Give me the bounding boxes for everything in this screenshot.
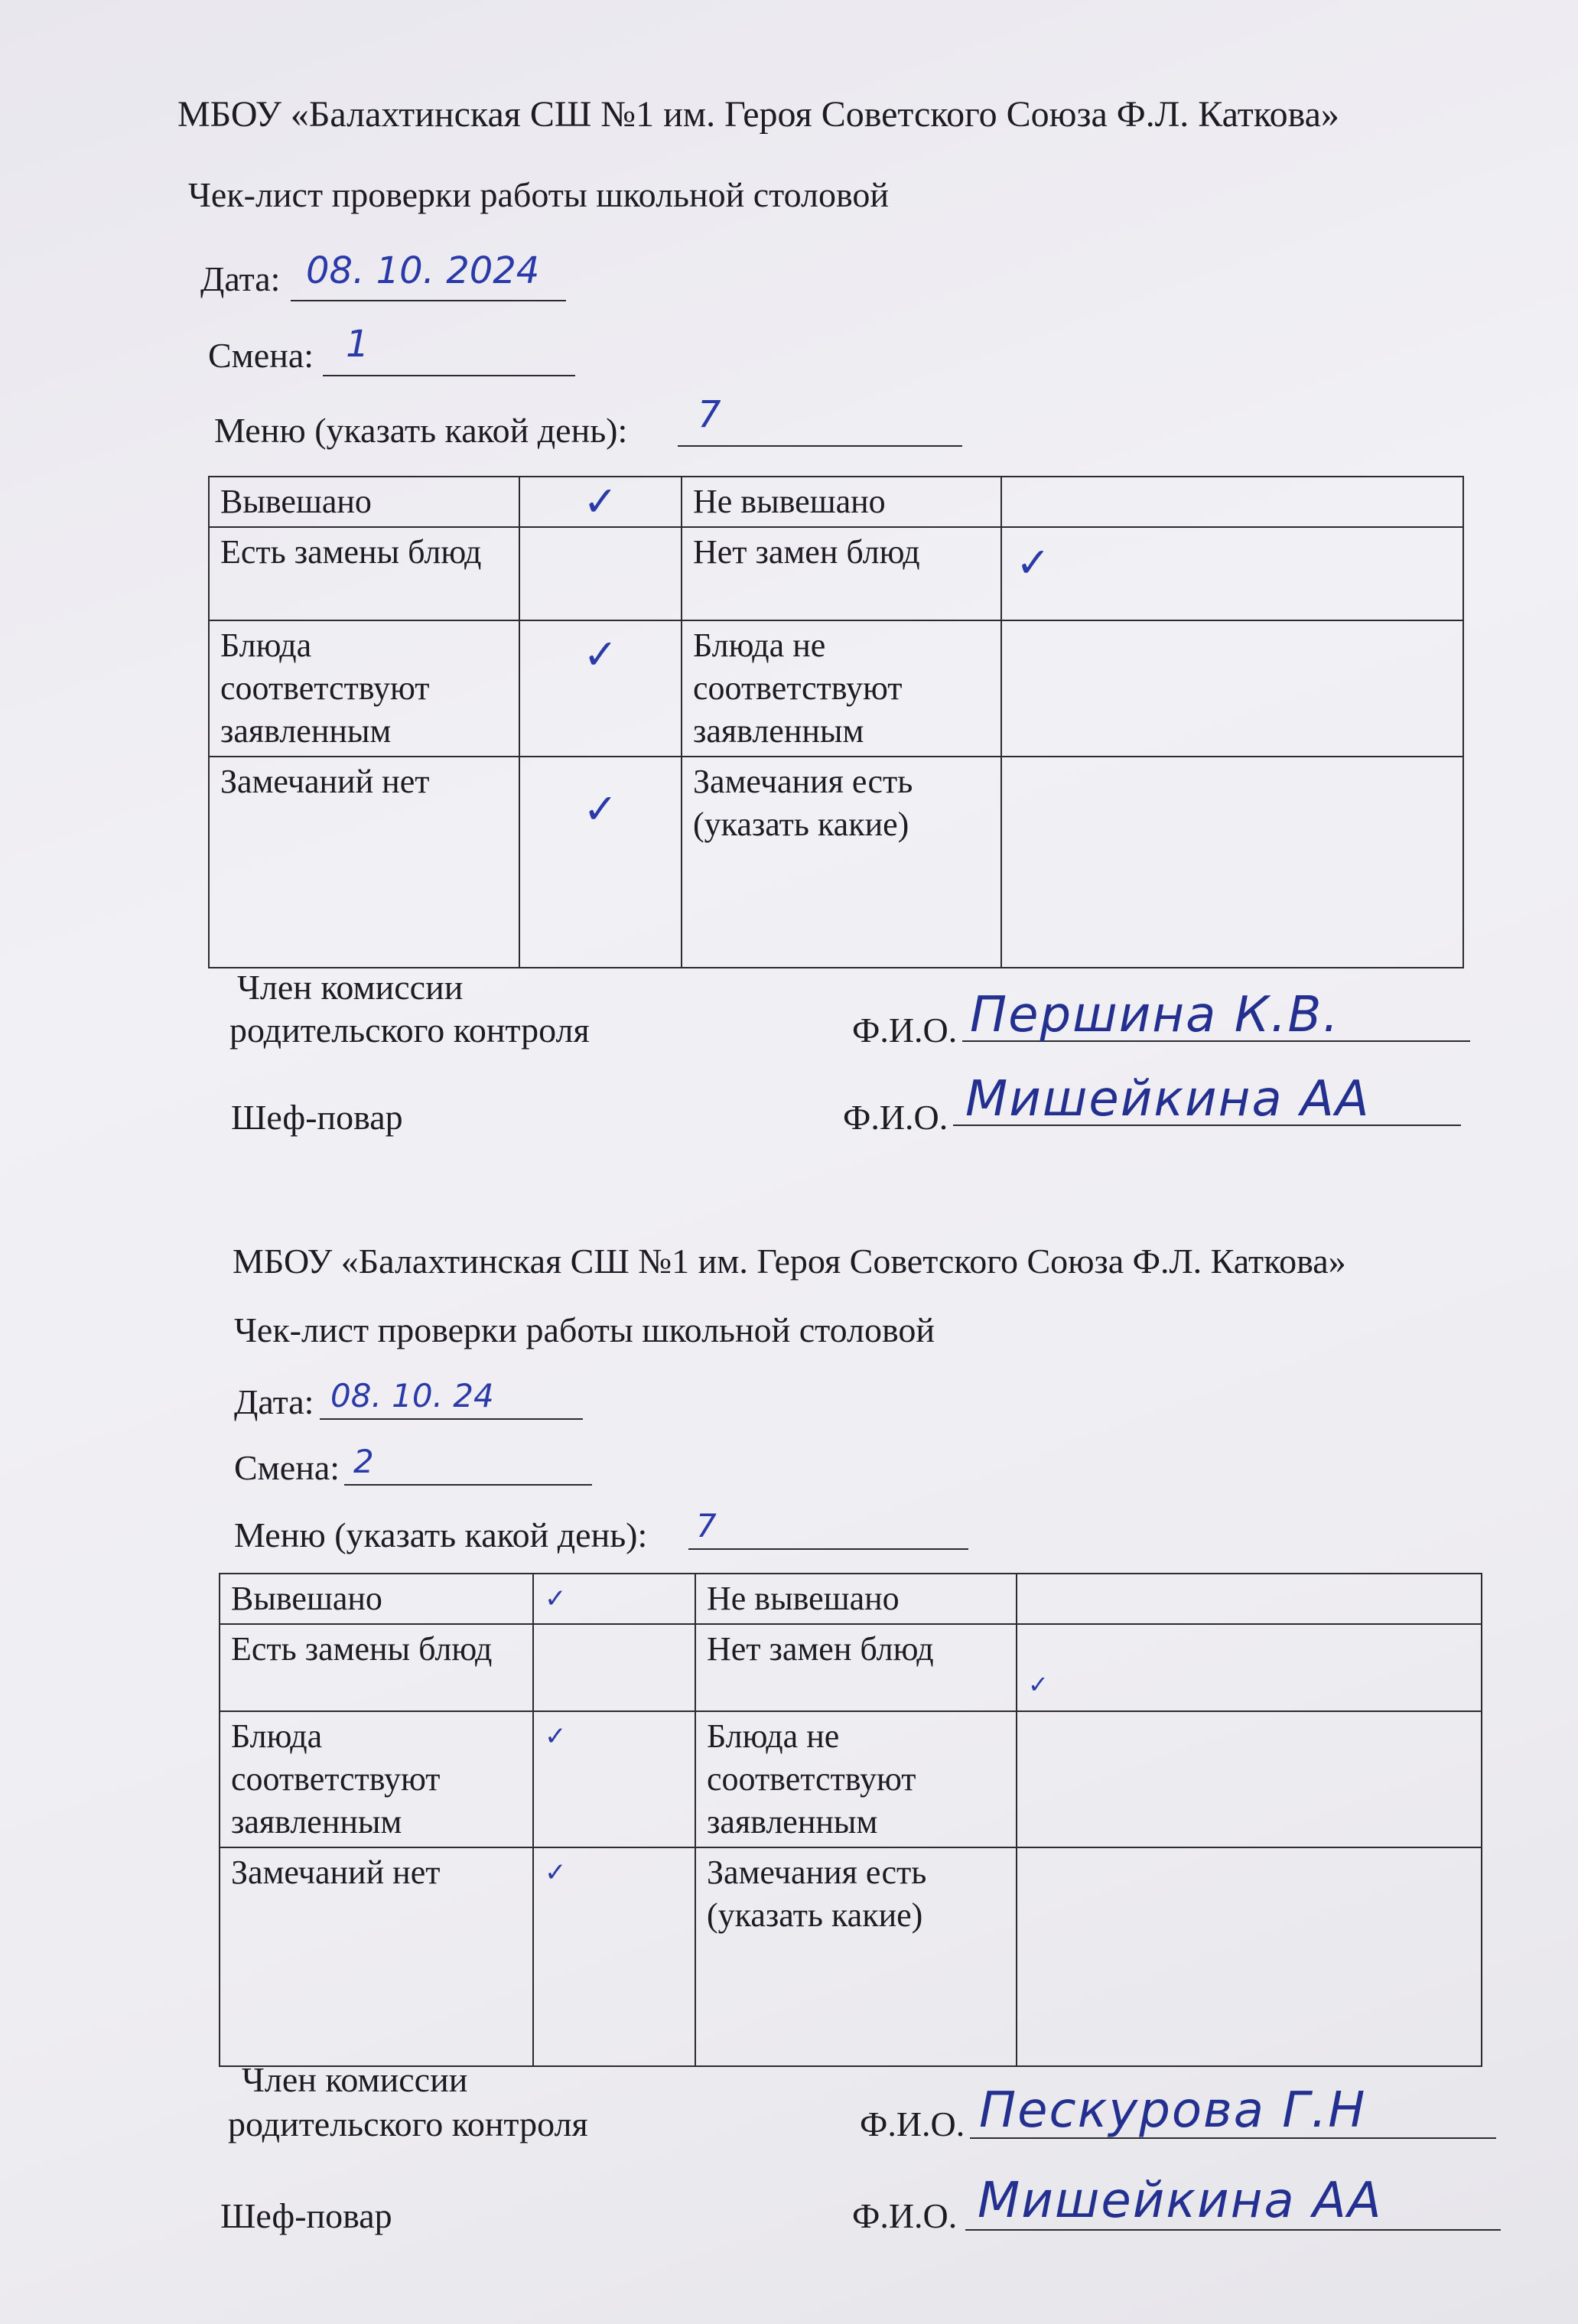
menu-value: 7 bbox=[698, 393, 721, 436]
chef-label: Шеф-повар bbox=[220, 2196, 392, 2235]
shift-label: Смена: bbox=[208, 336, 314, 375]
check-mark bbox=[1017, 1847, 1482, 2066]
fio-label: Ф.И.О. bbox=[860, 2104, 965, 2143]
menu-underline bbox=[678, 445, 962, 447]
chef-label: Шеф-повар bbox=[231, 1098, 403, 1137]
school-name: МБОУ «Балахтинская СШ №1 им. Героя Советского Союза Ф.Л. Каткова» bbox=[233, 1242, 1346, 1281]
chef-signature: Мишейкина АА bbox=[978, 2173, 1383, 2229]
check-mark: ✓ bbox=[1001, 527, 1463, 620]
menu-label: Меню (указать какой день): bbox=[214, 411, 628, 450]
fio-label: Ф.И.О. bbox=[852, 2196, 958, 2235]
table-row bbox=[209, 477, 1463, 527]
school-name: МБОУ «Балахтинская СШ №1 им. Героя Советского Союза Ф.Л. Каткова» bbox=[177, 94, 1339, 135]
shift-value: 1 bbox=[346, 323, 369, 366]
table-row bbox=[209, 527, 1463, 620]
table-row bbox=[220, 1711, 1482, 1847]
shift-underline bbox=[344, 1484, 592, 1486]
member-label-2: родительского контроля bbox=[228, 2104, 588, 2143]
date-underline bbox=[320, 1418, 583, 1420]
check-mark: ✓ bbox=[519, 620, 682, 757]
check-mark: ✓ bbox=[533, 1711, 695, 1847]
menu-underline bbox=[688, 1548, 968, 1550]
form-title: Чек-лист проверки работы школьной столовой bbox=[234, 1310, 935, 1349]
cell-no-substitutions: Нет замен блюд bbox=[682, 527, 1001, 620]
check-mark bbox=[1017, 1711, 1482, 1847]
cell-no-remarks: Замечаний нет bbox=[220, 1847, 533, 2066]
signature-underline bbox=[965, 2229, 1501, 2231]
table-row bbox=[209, 620, 1463, 757]
member-label-2: родительского контроля bbox=[229, 1011, 590, 1050]
cell-remarks: Замечания есть (указать какие) bbox=[682, 757, 1001, 968]
fio-label: Ф.И.О. bbox=[852, 1011, 958, 1050]
menu-label: Меню (указать какой день): bbox=[234, 1515, 648, 1554]
shift-underline bbox=[323, 375, 575, 376]
check-mark: ✓ bbox=[519, 477, 682, 527]
check-mark bbox=[1001, 477, 1463, 527]
date-underline bbox=[291, 300, 566, 301]
check-mark: ✓ bbox=[533, 1574, 695, 1624]
member-label-1: Член комиссии bbox=[237, 968, 464, 1007]
cell-has-substitutions: Есть замены блюд bbox=[209, 527, 519, 620]
cell-posted: Вывешано bbox=[220, 1574, 533, 1624]
check-mark bbox=[1001, 757, 1463, 968]
cell-remarks: Замечания есть (указать какие) bbox=[695, 1847, 1017, 2066]
member-signature: Першина К.В. bbox=[970, 987, 1340, 1043]
cell-posted: Вывешано bbox=[209, 477, 519, 527]
chef-signature: Мишейкина АА bbox=[965, 1071, 1371, 1128]
member-label-1: Член комиссии bbox=[242, 2060, 468, 2099]
check-mark: ✓ bbox=[533, 1847, 695, 2066]
shift-value: 2 bbox=[353, 1443, 374, 1480]
table-row bbox=[220, 1847, 1482, 2066]
checklist-table bbox=[208, 476, 1464, 968]
date-label: Дата: bbox=[200, 259, 281, 298]
table-row bbox=[220, 1624, 1482, 1711]
checklist-table bbox=[219, 1573, 1482, 2067]
check-mark bbox=[519, 527, 682, 620]
cell-dishes-match: Блюда соответствуют заявленным bbox=[220, 1711, 533, 1847]
cell-no-substitutions: Нет замен блюд bbox=[695, 1624, 1017, 1711]
cell-dishes-not-match: Блюда не соответствуют заявленным bbox=[695, 1711, 1017, 1847]
table-row bbox=[209, 757, 1463, 968]
check-mark bbox=[1017, 1574, 1482, 1624]
check-mark: ✓ bbox=[1017, 1624, 1482, 1711]
date-value: 08. 10. 2024 bbox=[306, 249, 540, 292]
member-signature: Пескурова Г.Н bbox=[979, 2082, 1367, 2139]
fio-label: Ф.И.О. bbox=[843, 1098, 948, 1137]
check-mark bbox=[533, 1624, 695, 1711]
menu-value: 7 bbox=[696, 1507, 717, 1544]
cell-not-posted: Не вывешано bbox=[695, 1574, 1017, 1624]
shift-label: Смена: bbox=[234, 1448, 340, 1487]
cell-has-substitutions: Есть замены блюд bbox=[220, 1624, 533, 1711]
cell-not-posted: Не вывешано bbox=[682, 477, 1001, 527]
form-title: Чек-лист проверки работы школьной столовой bbox=[188, 175, 890, 214]
cell-dishes-match: Блюда соответствуют заявленным bbox=[209, 620, 519, 757]
check-mark bbox=[1001, 620, 1463, 757]
date-value: 08. 10. 24 bbox=[330, 1377, 494, 1414]
table-row bbox=[220, 1574, 1482, 1624]
cell-no-remarks: Замечаний нет bbox=[209, 757, 519, 968]
check-mark: ✓ bbox=[519, 757, 682, 968]
date-label: Дата: bbox=[234, 1382, 314, 1421]
cell-dishes-not-match: Блюда не соответствуют заявленным bbox=[682, 620, 1001, 757]
